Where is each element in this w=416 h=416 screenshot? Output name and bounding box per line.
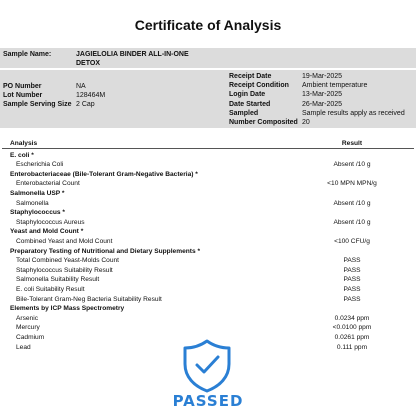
- analysis-section-header: [0, 151, 416, 160]
- analysis-result: <0.0100 ppm: [332, 324, 372, 332]
- sample-name-line2: DETOX: [76, 60, 100, 67]
- analysis-row: [0, 266, 416, 275]
- analysis-section-header: [0, 208, 416, 217]
- analysis-result: Absent /10 g: [333, 161, 371, 169]
- info-value-login-date: 13-Mar-2025: [302, 91, 343, 98]
- info-value-receipt-date: 19-Mar-2025: [302, 73, 343, 80]
- analysis-row: [0, 256, 416, 265]
- analysis-row: [0, 295, 416, 304]
- info-value-number-composited: 20: [302, 119, 310, 126]
- analysis-name: Enterobacterial Count: [16, 180, 80, 188]
- analysis-name: E. coli *: [10, 151, 34, 159]
- info-value-serving: 2 Cap: [76, 101, 95, 108]
- info-value-sampled: Sample results apply as received: [302, 110, 405, 117]
- info-label-receipt-condition: Receipt Condition: [229, 82, 289, 89]
- analysis-name: Preparatory Testing of Nutritional and Dietary Supplements *: [10, 247, 201, 255]
- info-label-po: PO Number: [3, 83, 42, 90]
- info-label-login-date: Login Date: [229, 91, 266, 98]
- analysis-result: PASS: [343, 257, 361, 265]
- analysis-section-header: [0, 227, 416, 236]
- analysis-row: [0, 179, 416, 188]
- analysis-row: [0, 285, 416, 294]
- info-label-sampled: Sampled: [229, 110, 259, 117]
- document-title: Certificate of Analysis: [134, 17, 282, 33]
- analysis-result: PASS: [343, 276, 361, 284]
- analysis-row: [0, 323, 416, 332]
- analysis-name: Bile-Tolerant Gram-Neg Bacteria Suitability Result: [16, 295, 162, 303]
- analysis-section-header: [0, 189, 416, 198]
- analysis-result: Absent /10 g: [333, 218, 371, 226]
- sample-info-block: [0, 70, 416, 128]
- result-column-header: Result: [341, 140, 363, 147]
- analysis-name: Elements by ICP Mass Spectrometry: [10, 305, 125, 313]
- analysis-result: 0.0261 ppm: [334, 333, 370, 341]
- analysis-row: [0, 275, 416, 284]
- analysis-name: Escherichia Coli: [16, 161, 64, 169]
- info-label-serving: Sample Serving Size: [3, 101, 72, 108]
- analysis-result: <10 MPN MPN/g: [327, 180, 377, 188]
- analysis-name: Staphylococcus *: [10, 209, 65, 217]
- info-value-lot: 128464M: [76, 92, 106, 99]
- analysis-name: Combined Yeast and Mold Count: [16, 237, 113, 245]
- analysis-name: Enterobacteriaceae (Bile-Tolerant Gram-Negative Bacteria) *: [10, 170, 198, 178]
- analysis-column-header: Analysis: [10, 140, 38, 147]
- analysis-result: <100 CFU/g: [334, 237, 370, 245]
- analysis-name: Cadmium: [16, 333, 45, 341]
- analysis-row: [0, 218, 416, 227]
- analysis-row: [0, 160, 416, 169]
- sample-name-label: Sample Name:: [3, 51, 52, 58]
- analysis-row: [0, 314, 416, 323]
- analysis-section-header: [0, 304, 416, 313]
- analysis-row: [0, 199, 416, 208]
- sample-name-line1: JAGIELOLIA BINDER ALL-IN-ONE: [76, 51, 189, 58]
- analysis-name: Total Combined Yeast-Molds Count: [16, 257, 119, 265]
- info-label-number-composited: Number Composited: [229, 119, 298, 126]
- info-value-receipt-condition: Ambient temperature: [302, 82, 368, 89]
- info-value-date-started: 26-Mar-2025: [302, 101, 343, 108]
- analysis-name: Mercury: [16, 324, 40, 332]
- analysis-row: [0, 237, 416, 246]
- analysis-result: PASS: [343, 266, 361, 274]
- table-header-rule: [2, 148, 414, 149]
- analysis-name: Arsenic: [16, 314, 38, 322]
- analysis-name: E. coli Suitability Result: [16, 285, 85, 293]
- analysis-result: Absent /10 g: [333, 199, 371, 207]
- shield-check-icon: [176, 338, 238, 394]
- info-label-receipt-date: Receipt Date: [229, 73, 272, 80]
- analysis-name: Staphylococcus Suitability Result: [16, 266, 113, 274]
- analysis-name: Lead: [16, 343, 31, 351]
- analysis-result: 0.111 ppm: [336, 343, 368, 351]
- analysis-section-header: [0, 170, 416, 179]
- analysis-name: Yeast and Mold Count *: [10, 228, 84, 236]
- analysis-name: Salmonella USP *: [10, 189, 65, 197]
- analysis-result: PASS: [343, 285, 361, 293]
- analysis-result: 0.0234 ppm: [334, 314, 370, 322]
- analysis-name: Salmonella: [16, 199, 49, 207]
- info-label-lot: Lot Number: [3, 92, 43, 99]
- analysis-result: PASS: [343, 295, 361, 303]
- sample-name-bar: [0, 48, 416, 68]
- analysis-section-header: [0, 247, 416, 256]
- analysis-name: Salmonella Suitability Result: [16, 276, 100, 284]
- passed-label: PASSED: [172, 392, 244, 410]
- info-label-date-started: Date Started: [229, 101, 271, 108]
- analysis-name: Staphylococcus Aureus: [16, 218, 85, 226]
- info-value-po: NA: [76, 83, 86, 90]
